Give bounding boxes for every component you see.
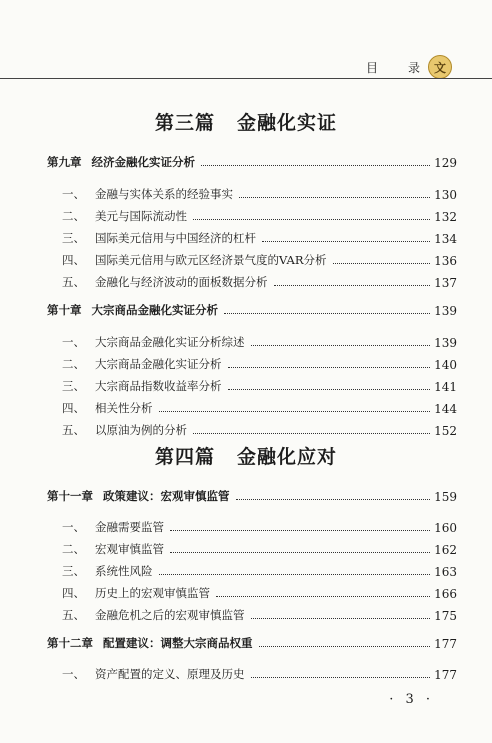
toc-section[interactable] <box>62 517 457 535</box>
toc-section[interactable] <box>62 184 457 202</box>
page-number: 159 <box>434 490 457 504</box>
section-title: 系统性风险 <box>95 564 153 578</box>
chapter-number: 第十章 <box>47 303 82 317</box>
folio: · 3 · <box>389 692 434 707</box>
toc-section[interactable] <box>62 561 457 579</box>
toc-section[interactable] <box>62 664 457 682</box>
section-title: 大宗商品金融化实证分析 <box>95 357 222 371</box>
header-title-b: 录 <box>407 60 420 75</box>
section-number: 二、 <box>62 209 85 223</box>
page-number: 129 <box>434 156 457 170</box>
page-number: 130 <box>434 188 457 202</box>
section-title: 相关性分析 <box>95 401 153 415</box>
leader-dots <box>170 552 430 553</box>
section-title: 金融化与经济波动的面板数据分析 <box>95 275 268 289</box>
toc-section[interactable] <box>62 420 457 438</box>
toc-section[interactable] <box>62 228 457 246</box>
page-number: 136 <box>434 254 457 268</box>
part-title-4 <box>0 442 492 469</box>
page-number: 144 <box>434 402 457 416</box>
part-name: 金融化实证 <box>237 112 338 134</box>
section-title: 历史上的宏观审慎监管 <box>95 586 210 600</box>
section-number: 三、 <box>62 564 85 578</box>
section-title: 金融需要监管 <box>95 520 164 534</box>
page-number: 175 <box>434 609 457 623</box>
section-number: 二、 <box>62 542 85 556</box>
toc-section[interactable] <box>62 583 457 601</box>
leader-dots <box>333 263 431 264</box>
header-title-a: 目 <box>365 60 378 75</box>
part-title-3 <box>0 108 492 135</box>
leader-dots <box>239 197 430 198</box>
section-number: 一、 <box>62 520 85 534</box>
toc-chapter-9[interactable] <box>47 152 457 170</box>
chapter-number: 第九章 <box>47 155 82 169</box>
toc-section[interactable] <box>62 398 457 416</box>
toc-section[interactable] <box>62 206 457 224</box>
section-number: 四、 <box>62 586 85 600</box>
chapter-number: 第十二章 <box>47 636 93 650</box>
running-header <box>366 55 452 79</box>
chapter-title: 大宗商品金融化实证分析 <box>91 303 218 317</box>
leader-dots <box>274 285 431 286</box>
section-title: 国际美元信用与中国经济的杠杆 <box>95 231 256 245</box>
leader-dots <box>251 618 431 619</box>
page-number: 134 <box>434 232 457 246</box>
page-number: 139 <box>434 304 457 318</box>
section-title: 大宗商品金融化实证分析综述 <box>95 335 245 349</box>
chapter-number: 第十一章 <box>47 489 93 503</box>
leader-dots <box>216 596 430 597</box>
toc-section[interactable] <box>62 354 457 372</box>
page-number: 160 <box>434 521 457 535</box>
leader-dots <box>262 241 430 242</box>
section-number: 五、 <box>62 608 85 622</box>
section-number: 一、 <box>62 335 85 349</box>
chapter-title: 经济金融化实证分析 <box>91 155 195 169</box>
toc-chapter-10[interactable] <box>47 300 457 318</box>
page-number: 141 <box>434 380 457 394</box>
leader-dots <box>193 433 430 434</box>
leader-dots <box>236 499 431 500</box>
leader-dots <box>259 646 431 647</box>
section-title: 金融危机之后的宏观审慎监管 <box>95 608 245 622</box>
section-number: 一、 <box>62 187 85 201</box>
leader-dots <box>159 574 431 575</box>
section-number: 三、 <box>62 231 85 245</box>
section-title: 国际美元信用与欧元区经济景气度的VAR分析 <box>95 253 327 267</box>
toc-section[interactable] <box>62 376 457 394</box>
leader-dots <box>193 219 430 220</box>
page-number: 177 <box>434 637 457 651</box>
leader-dots <box>170 530 430 531</box>
toc-chapter-11[interactable] <box>47 486 457 504</box>
toc-section[interactable] <box>62 250 457 268</box>
part-number: 第四篇 <box>154 446 215 468</box>
section-number: 四、 <box>62 253 85 267</box>
toc-section[interactable] <box>62 605 457 623</box>
section-title: 金融与实体关系的经验事实 <box>95 187 233 201</box>
publisher-logo-icon: 文 <box>428 55 452 79</box>
leader-dots <box>228 389 431 390</box>
section-title: 美元与国际流动性 <box>95 209 187 223</box>
section-title: 以原油为例的分析 <box>95 423 187 437</box>
leader-dots <box>159 411 431 412</box>
section-number: 五、 <box>62 275 85 289</box>
section-title: 资产配置的定义、原理及历史 <box>95 667 245 681</box>
section-title: 大宗商品指数收益率分析 <box>95 379 222 393</box>
leader-dots <box>251 345 431 346</box>
page-number: 132 <box>434 210 457 224</box>
section-number: 一、 <box>62 667 85 681</box>
leader-dots <box>201 165 430 166</box>
part-number: 第三篇 <box>154 112 215 134</box>
section-number: 二、 <box>62 357 85 371</box>
page-number: 139 <box>434 336 457 350</box>
page-number: 177 <box>434 668 457 682</box>
section-number: 四、 <box>62 401 85 415</box>
section-title: 宏观审慎监管 <box>95 542 164 556</box>
leader-dots <box>228 367 431 368</box>
page-number: 163 <box>434 565 457 579</box>
page-number: 152 <box>434 424 457 438</box>
section-number: 五、 <box>62 423 85 437</box>
page-number: 166 <box>434 587 457 601</box>
section-number: 三、 <box>62 379 85 393</box>
part-name: 金融化应对 <box>237 446 338 468</box>
toc-section[interactable] <box>62 272 457 290</box>
page-number: 140 <box>434 358 457 372</box>
page-number: 162 <box>434 543 457 557</box>
chapter-title: 政策建议：宏观审慎监管 <box>103 489 230 503</box>
page-number: 137 <box>434 276 457 290</box>
toc-chapter-12[interactable] <box>47 633 457 651</box>
chapter-title: 配置建议：调整大宗商品权重 <box>103 636 253 650</box>
leader-dots <box>224 313 430 314</box>
toc-section[interactable] <box>62 332 457 350</box>
header-divider <box>0 78 492 79</box>
toc-section[interactable] <box>62 539 457 557</box>
leader-dots <box>251 677 431 678</box>
